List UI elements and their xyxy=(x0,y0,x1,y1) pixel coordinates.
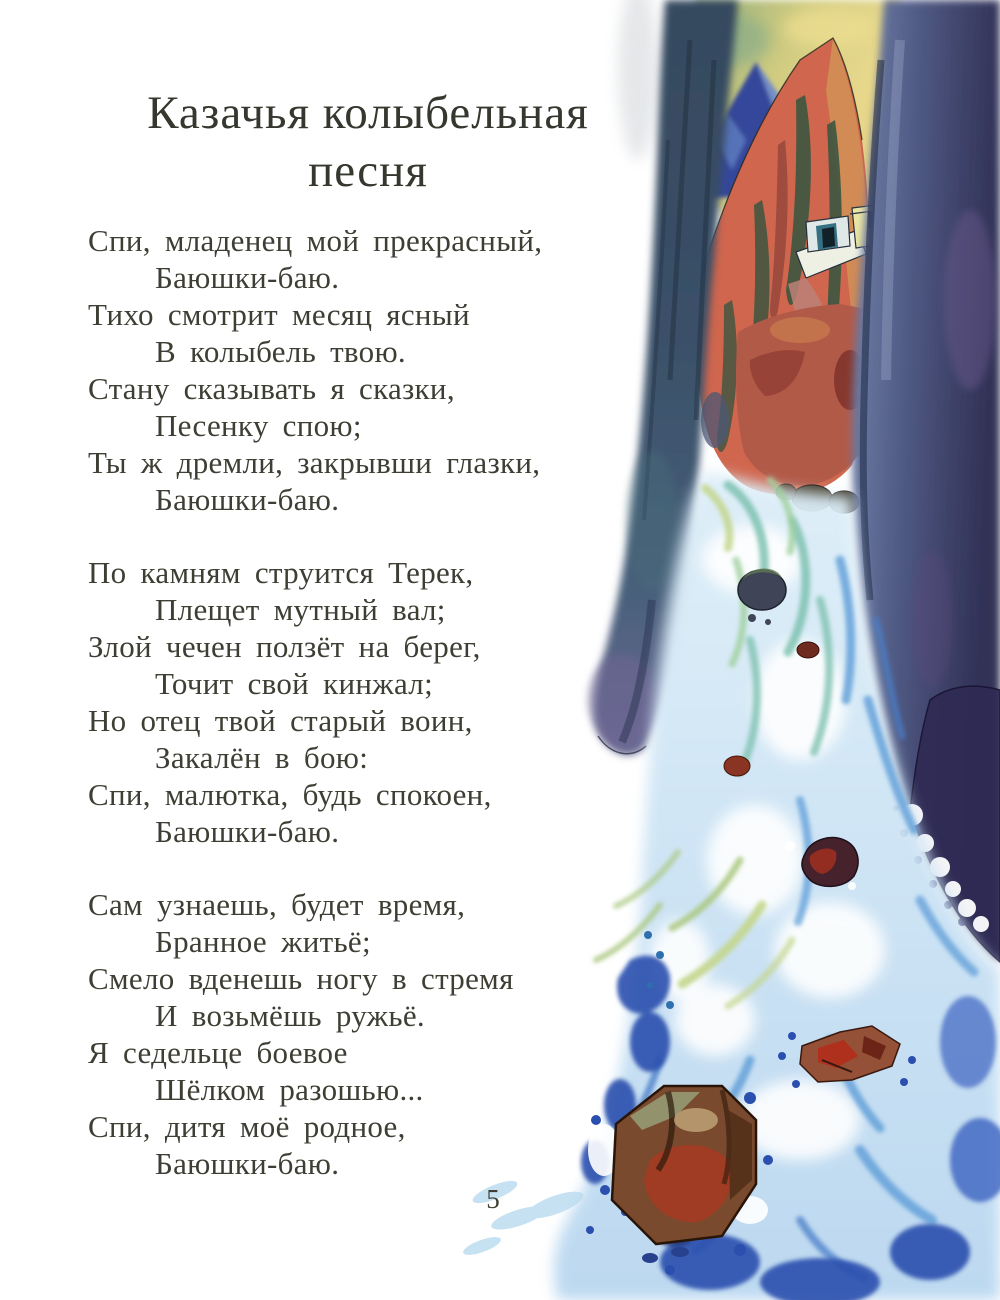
poem-line: Ты ж дремли, закрывши глазки, xyxy=(88,445,541,480)
poem-line: Баюшки-баю. xyxy=(155,482,340,517)
poem-line: Бранное житьё; xyxy=(155,924,371,959)
poem-line: Спи, дитя моё родное, xyxy=(88,1109,406,1144)
poem-line: Злой чечен ползёт на берег, xyxy=(88,629,481,664)
stanza-2 xyxy=(88,554,668,850)
poem-line: Баюшки-баю. xyxy=(155,1146,340,1181)
stanza-1 xyxy=(88,222,668,518)
stanza-3 xyxy=(88,886,668,1182)
poem-line: Песенку спою; xyxy=(155,408,362,443)
poem-line: В колыбель твою. xyxy=(155,334,406,369)
poem-line: И возьмёшь ружьё. xyxy=(155,998,425,1033)
title-line-2: песня xyxy=(308,145,428,197)
poem-line: Точит свой кинжал; xyxy=(155,666,433,701)
poem-line: По камням струится Терек, xyxy=(88,555,474,590)
poem-line: Смело вденешь ногу в стремя xyxy=(88,961,514,996)
poem-line: Баюшки-баю. xyxy=(155,260,340,295)
poem-line: Баюшки-баю. xyxy=(155,814,340,849)
poem-line: Но отец твой старый воин, xyxy=(88,703,473,738)
poem-line: Сам узнаешь, будет время, xyxy=(88,887,466,922)
poem-line: Спи, малютка, будь спокоен, xyxy=(88,777,492,812)
poem-line: Я седельце боевое xyxy=(88,1035,348,1070)
poem-line: Плещет мутный вал; xyxy=(155,592,446,627)
poem-line: Шёлком разошью... xyxy=(155,1072,424,1107)
poem-line: Тихо смотрит месяц ясный xyxy=(88,297,470,332)
title-line-1: Казачья колыбельная xyxy=(147,87,589,139)
poem xyxy=(88,222,668,1218)
poem-line: Закалён в бою: xyxy=(155,740,369,775)
poem-line: Спи, младенец мой прекрасный, xyxy=(88,223,543,258)
page-number: 5 xyxy=(486,1184,500,1214)
poem-line: Стану сказывать я сказки, xyxy=(88,371,455,406)
page-title xyxy=(0,84,736,200)
